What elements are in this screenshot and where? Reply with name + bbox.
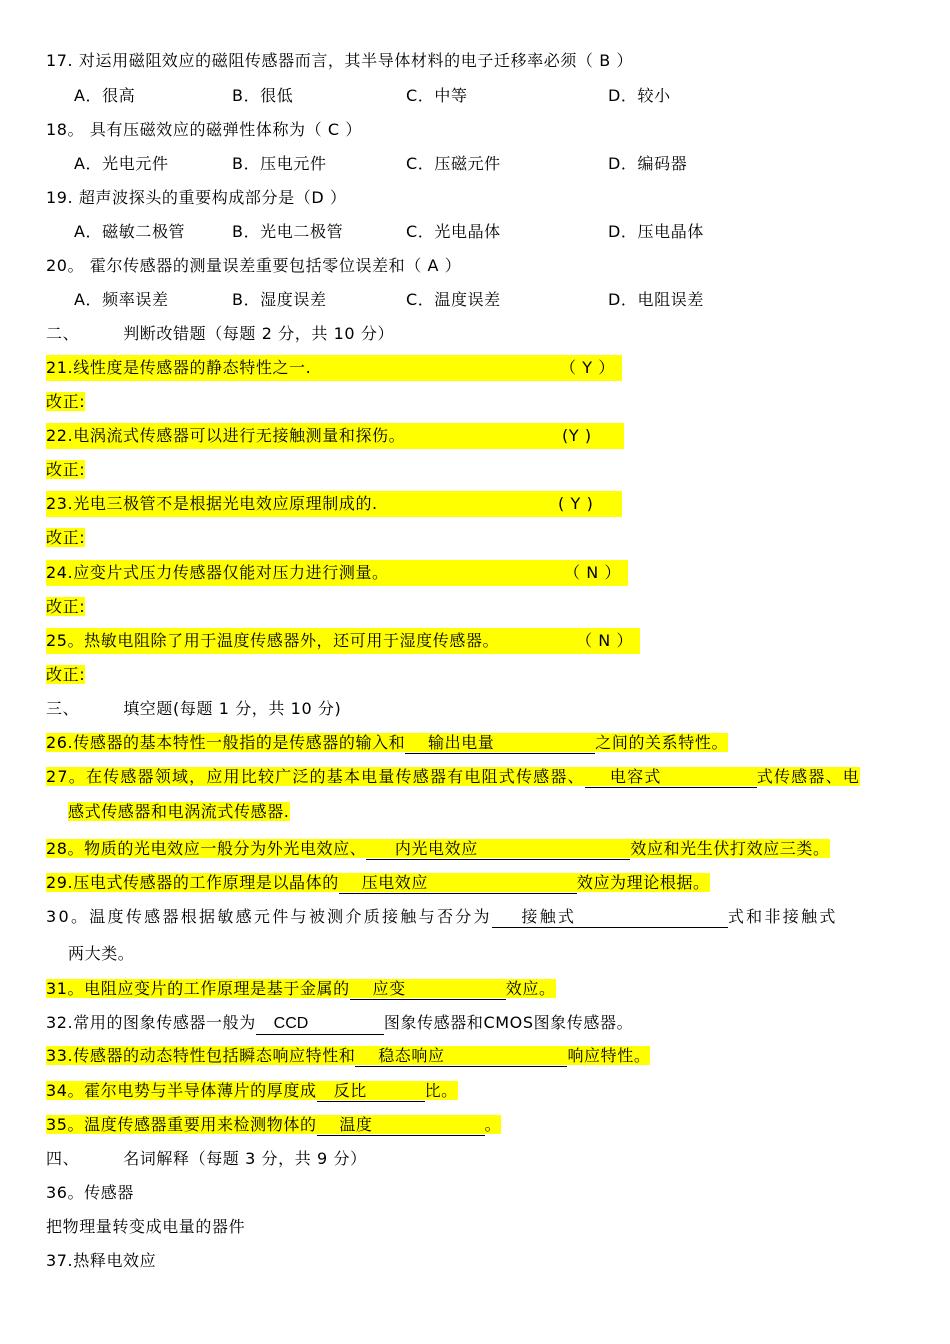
judge-answer-21: （ Y ） [560, 358, 615, 377]
q17-option-c: C．中等 [406, 86, 468, 105]
q20-option-b: B．湿度误差 [232, 290, 327, 309]
judge-answer-22: (Y ) [562, 426, 592, 445]
fill-28: 28。物质的光电效应一般分为外光电效应、 内光电效应 效应和光生伏打效应三类。 [46, 839, 830, 858]
judge-answer-23: ( Y ) [558, 494, 594, 513]
section-3-label: 三、 [46, 699, 80, 718]
judge-answer-24: （ N ） [564, 563, 622, 582]
term-36-title: 36。传感器 [46, 1183, 134, 1202]
judge-item-24 [46, 560, 628, 586]
section-4-label: 四、 [46, 1149, 80, 1168]
fill-33: 33.传感器的动态特性包括瞬态响应特性和 稳态响应 响应特性。 [46, 1046, 651, 1065]
fill-26: 26.传感器的基本特性一般指的是传感器的输入和 输出电量 之间的关系特性。 [46, 733, 729, 752]
judge-answer-25: （ N ） [576, 631, 634, 650]
fill-28-answer: 内光电效应 [394, 839, 478, 858]
question-19: 19. 超声波探头的重要构成部分是（D ） [46, 188, 347, 207]
q19-option-b: B．光电二极管 [232, 222, 344, 241]
section-2-heading [46, 321, 394, 347]
fill-27-answer: 电容式 [609, 767, 662, 786]
judge-item-22 [46, 423, 624, 449]
judge-text-24: 24.应变片式压力传感器仅能对压力进行测量。 [46, 563, 389, 582]
fill-31: 31。电阻应变片的工作原理是基于金属的 应变 效应。 [46, 979, 556, 998]
q17-option-b: B．很低 [232, 86, 294, 105]
correction-24: 改正: [46, 597, 86, 616]
fill-35: 35。温度传感器重要用来检测物体的 温度 。 [46, 1115, 502, 1134]
q18-option-d: D．编码器 [608, 154, 688, 173]
fill-32: 32.常用的图象传感器一般为 CCD 图象传感器和CMOS图象传感器。 [46, 1010, 633, 1036]
fill-31-answer: 应变 [372, 979, 406, 998]
question-17: 17. 对运用磁阻效应的磁阻传感器而言，其半导体材料的电子迁移率必须（ B ） [46, 51, 634, 70]
judge-text-25: 25。热敏电阻除了用于温度传感器外，还可用于湿度传感器。 [46, 631, 500, 650]
fill-33-answer: 稳态响应 [378, 1046, 445, 1065]
fill-32-answer: CCD [273, 1015, 309, 1032]
q19-option-c: C．光电晶体 [406, 222, 501, 241]
fill-30: 30。温度传感器根据敏感元件与被测介质接触与否分为 接触式 式和非接触式 [46, 907, 838, 926]
judge-item-25 [46, 628, 640, 654]
judge-text-22: 22.电涡流式传感器可以进行无接触测量和探伤。 [46, 426, 406, 445]
fill-34-answer: 反比 [333, 1081, 367, 1100]
question-18: 18。 具有压磁效应的磁弹性体称为（ C ） [46, 120, 362, 139]
judge-item-21 [46, 355, 622, 381]
section-3-title: 填空题(每题 1 分，共 10 分) [123, 699, 342, 718]
question-20: 20。 霍尔传感器的测量误差重要包括零位误差和（ A ） [46, 256, 462, 275]
judge-item-23 [46, 491, 622, 517]
fill-29: 29.压电式传感器的工作原理是以晶体的 压电效应 效应为理论根据。 [46, 873, 710, 892]
fill-27: 27。在传感器领域，应用比较广泛的基本电量传感器有电阻式传感器、 电容式 式传感器、电 [46, 767, 860, 786]
section-2-title: 判断改错题（每题 2 分，共 10 分） [123, 324, 395, 343]
fill-30-continued: 两大类。 [68, 944, 135, 963]
fill-27-continued: 感式传感器和电涡流式传感器. [68, 802, 290, 821]
judge-text-21: 21.线性度是传感器的静态特性之一. [46, 358, 312, 377]
section-4-title: 名词解释（每题 3 分，共 9 分） [123, 1149, 367, 1168]
q18-option-b: B．压电元件 [232, 154, 327, 173]
correction-21: 改正: [46, 392, 86, 411]
q20-option-c: C．温度误差 [406, 290, 501, 309]
section-4-heading [46, 1146, 367, 1172]
fill-30-answer: 接触式 [521, 907, 577, 926]
term-36-answer: 把物理量转变成电量的器件 [46, 1217, 246, 1236]
fill-34: 34。霍尔电势与半导体薄片的厚度成 反比 比。 [46, 1081, 458, 1100]
correction-25: 改正: [46, 665, 86, 684]
judge-text-23: 23.光电三极管不是根据光电效应原理制成的. [46, 494, 378, 513]
fill-29-answer: 压电效应 [361, 873, 429, 892]
correction-22: 改正: [46, 460, 86, 479]
q20-option-a: A．频率误差 [74, 290, 169, 309]
q19-option-a: A．磁敏二极管 [74, 222, 186, 241]
correction-23: 改正: [46, 528, 86, 547]
section-2-label: 二、 [46, 324, 80, 343]
section-3-heading [46, 696, 341, 722]
term-37-title: 37.热释电效应 [46, 1251, 157, 1270]
q17-option-d: D．较小 [608, 86, 671, 105]
fill-35-answer: 温度 [339, 1115, 373, 1134]
q19-option-d: D．压电晶体 [608, 222, 704, 241]
q20-option-d: D．电阻误差 [608, 290, 704, 309]
q17-option-a: A．很高 [74, 86, 136, 105]
q18-option-a: A．光电元件 [74, 154, 169, 173]
q18-option-c: C．压磁元件 [406, 154, 501, 173]
fill-26-answer: 输出电量 [428, 733, 495, 752]
